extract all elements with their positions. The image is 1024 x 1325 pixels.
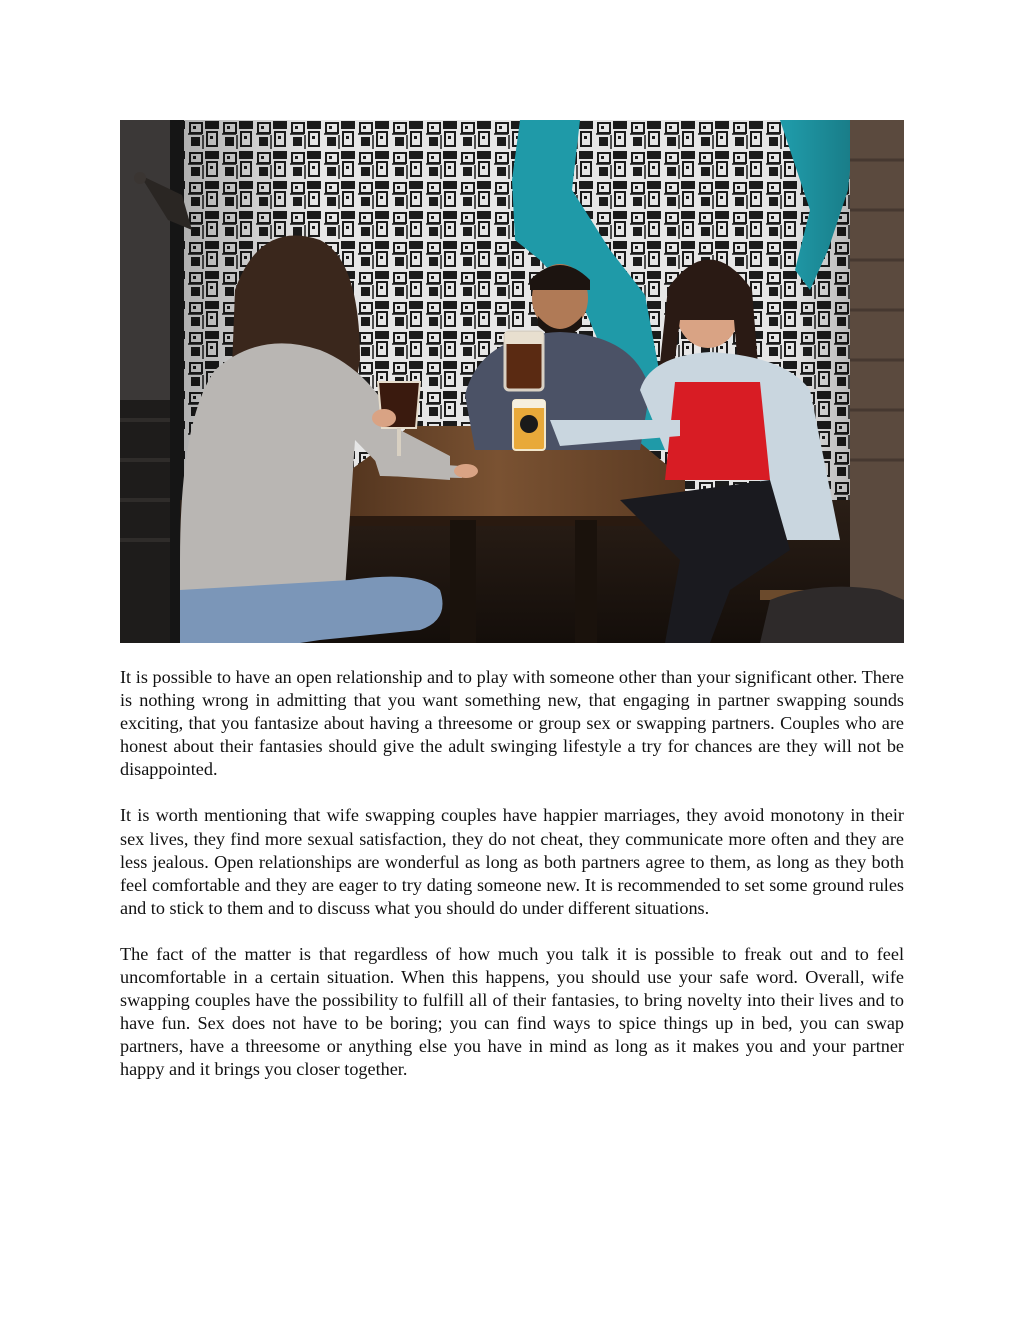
paragraph-1: It is possible to have an open relationship and to play with someone other than your significant other. There is nothing wrong in admitting that you want something new, that engaging in partner swapping sounds exciting, that you fantasize about having a threesome or group sex or swapping partners. Couples who are honest about their fantasies should give the adult swinging lifestyle a try for chances are they will not be disappointed. (120, 667, 904, 780)
paragraph-3: The fact of the matter is that regardless of how much you talk it is possible to freak out and to feel uncomfortable in a certain situation. When this happens, you should use your safe word. Overall, wife swapping couples have the possibility to fulfill all of their fantasies, to bring novelty into their lives and to have fun. Sex does not have to be boring; you can find ways to spice things up in bed, you can swap partners, have a threesome or anything else you have in mind as long as it makes you and your partner happy and it brings you closer together. (120, 943, 904, 1080)
article-photo (120, 120, 904, 643)
paragraph-2: It is worth mentioning that wife swapping couples have happier marriages, they avoid monotony in their sex lives, they find more sexual satisfaction, they do not cheat, they communicate more often and they are less jealous. Open relationships are wonderful as long as both partners agree to them, as long as they both feel comfortable and they are eager to try dating someone new. It is recommended to set some ground rules and to stick to them and to discuss what you should do under different situations. (120, 805, 904, 918)
article-body (120, 666, 904, 1105)
